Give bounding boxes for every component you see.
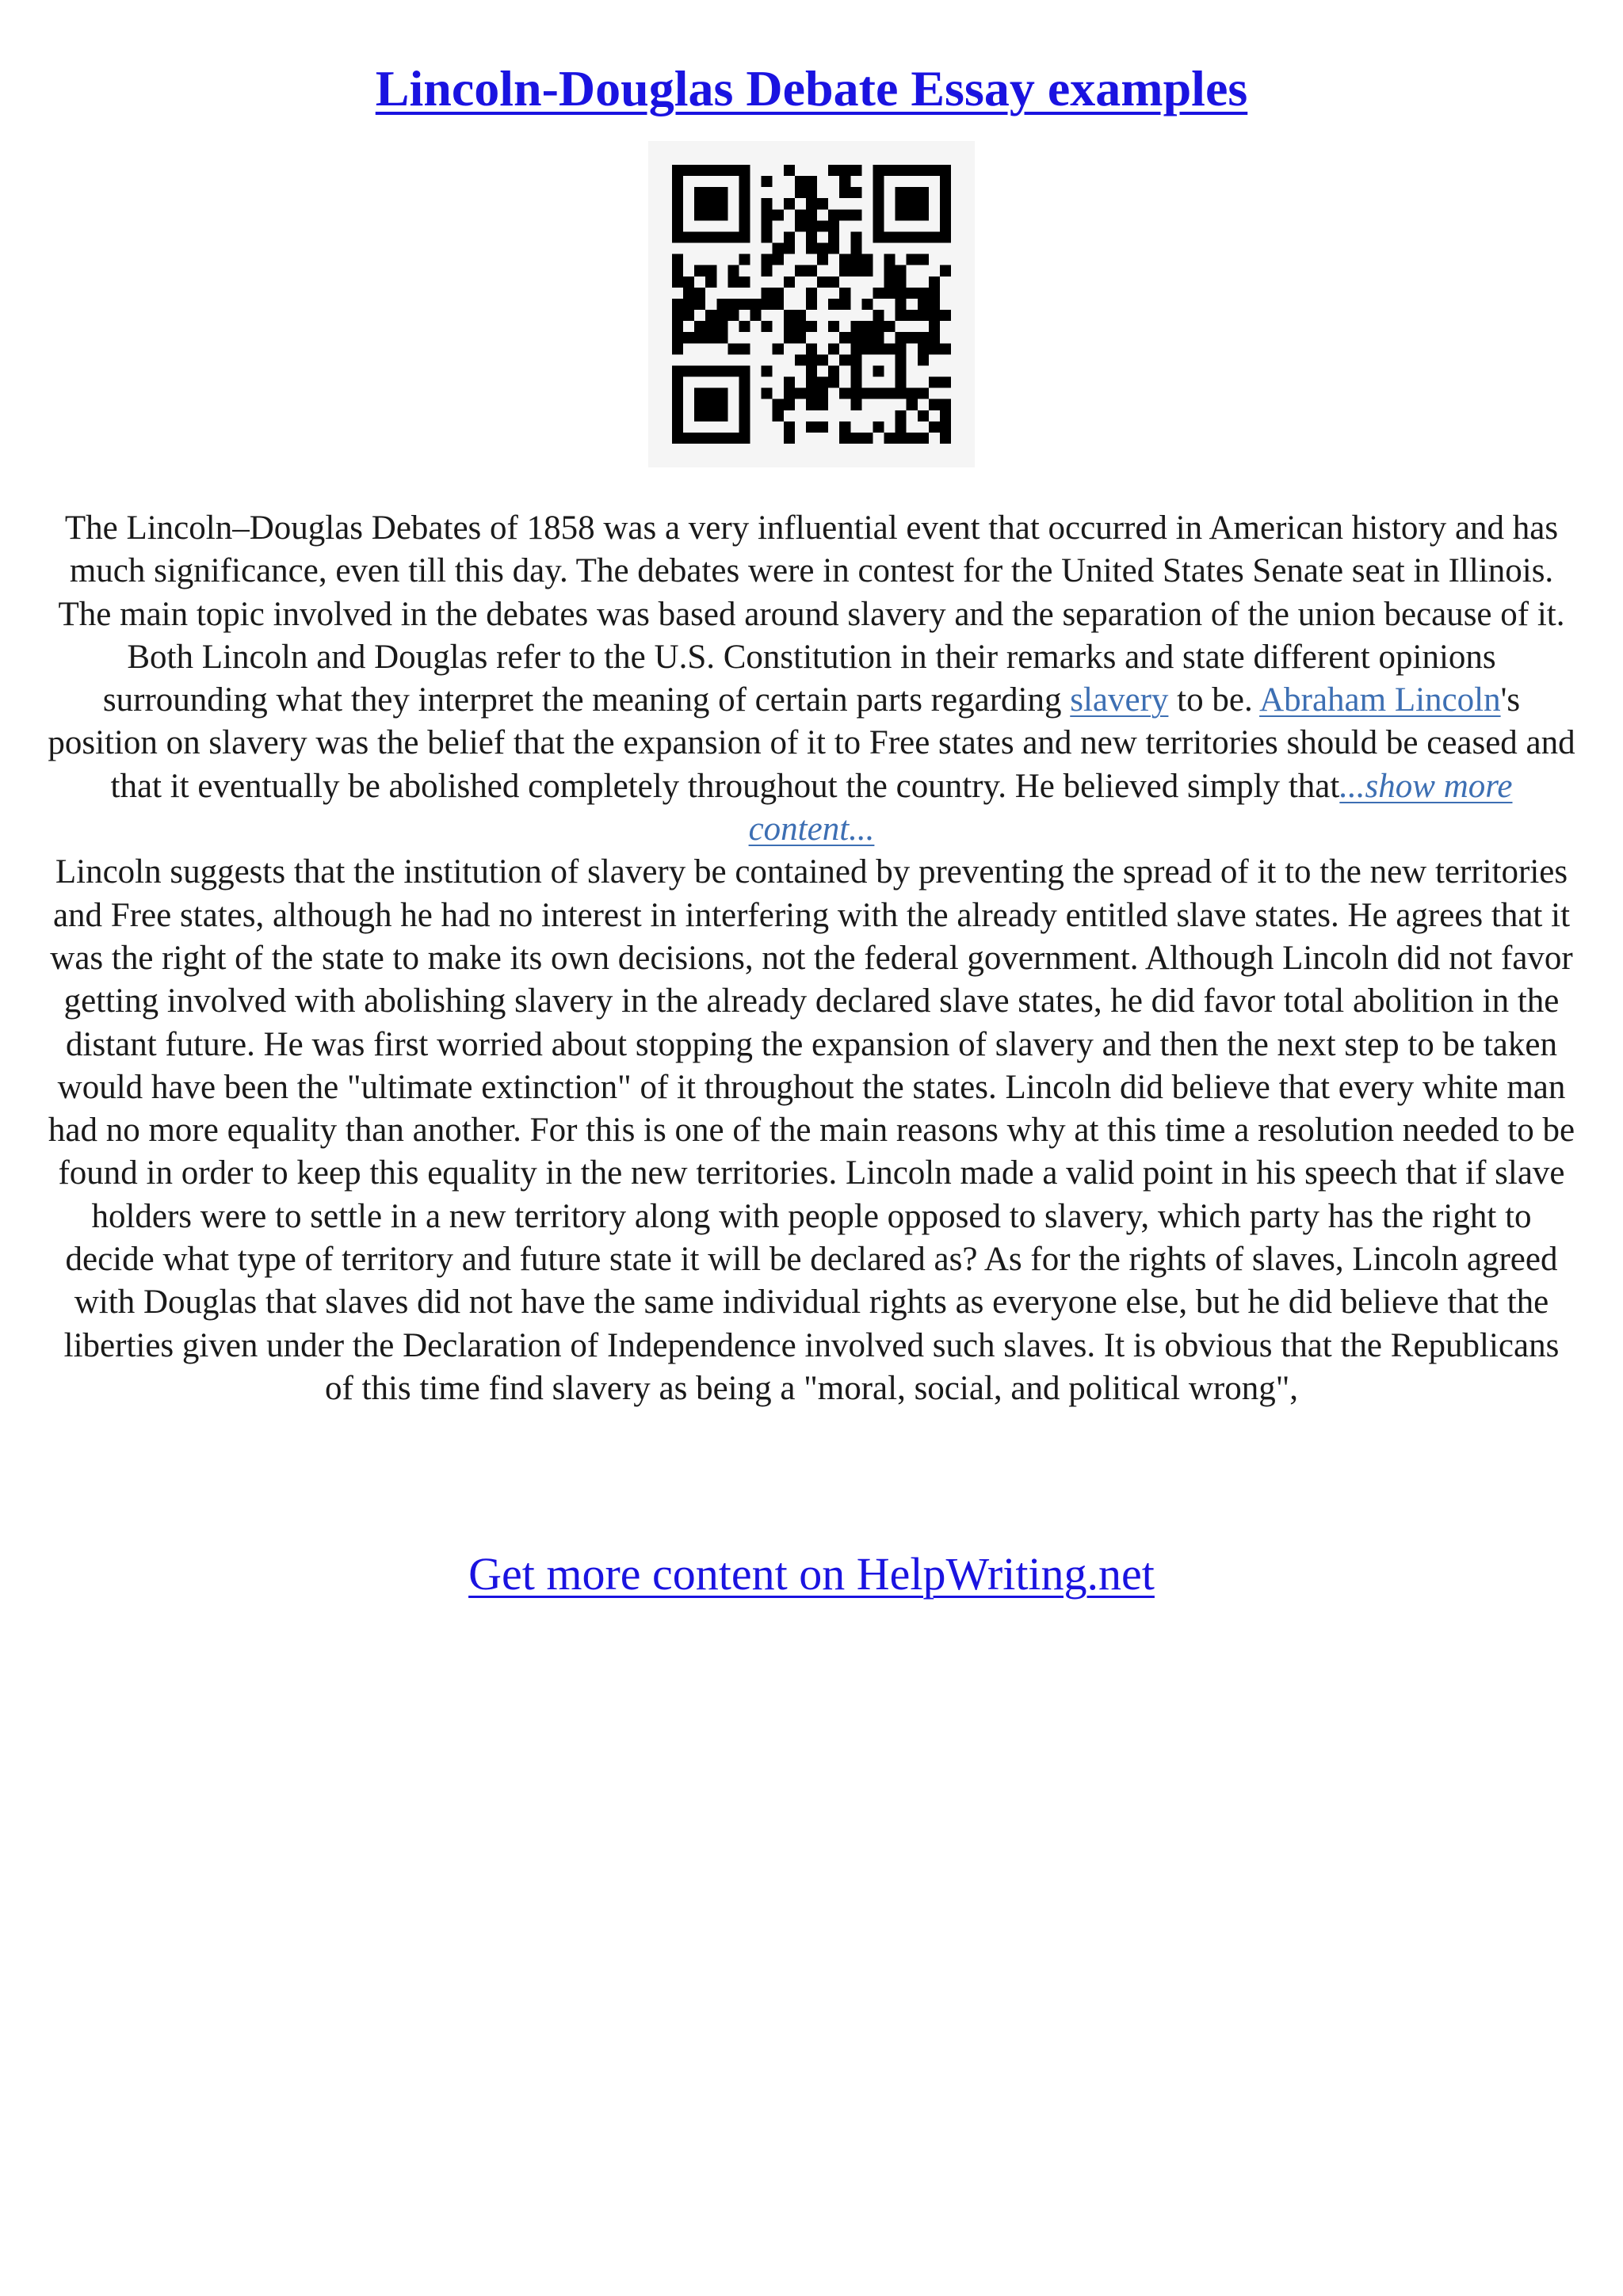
show-more-link[interactable]: ...show more content... — [748, 767, 1513, 849]
essay-body — [48, 507, 1575, 1410]
essay-text: The Lincoln–Douglas Debates of 1858 was a very influential event that occurred in American history and has much significance, even till this day. The debates were in contest for the United States Senate seat in Illinois. The main topic involved in the debates was based around slavery and the separation of the union because of it. Both Lincoln and Douglas refer to the U.S. Constitution in their remarks and state different opinions surrounding what they interpret the meaning of certain parts regarding — [58, 509, 1565, 719]
slavery-link[interactable]: slavery — [1070, 681, 1169, 719]
essay-paragraph-1 — [48, 507, 1575, 851]
helpwriting-link[interactable]: Get more content on HelpWriting.net — [468, 1548, 1155, 1600]
title-link[interactable]: Lincoln-Douglas Debate Essay examples — [375, 60, 1248, 116]
footer-cta — [0, 1545, 1623, 1604]
page-title — [0, 55, 1623, 122]
essay-paragraph-2: Lincoln suggests that the institution of slavery be contained by preventing the spread of it to the new territories and Free states, although he had no interest in interfering with the already entitled slave states. He agrees that it was the right of the state to make its own decisions, not the federal government. Although Lincoln did not favor getting involved with abolishing slavery in the already declared slave states, he did favor total abolition in the distant future. He was first worried about stopping the expansion of slavery and then the next step to be taken would have been the "ultimate extinction" of it throughout the states. Lincoln did believe that every white man had no more equality than another. For this is one of the main reasons why at this time a resolution needed to be found in order to keep this equality in the new territories. Lincoln made a valid point in his speech that if slave holders were to settle in a new territory along with people opposed to slavery, which party has the right to decide what type of territory and future state it will be declared as? As for the rights of slaves, Lincoln agreed with Douglas that slaves did not have the same individual rights as everyone else, but he did believe that the liberties given under the Declaration of Independence involved such slaves. It is obvious that the Republicans of this time find slavery as being a "moral, social, and political wrong", — [48, 853, 1575, 1407]
essay-text: 's position on slavery was the belief that the expansion of it to Free states and new territories should be ceased and that it eventually be abolished completely throughout the country. He believed simply that — [48, 681, 1575, 805]
essay-text: to be. — [1168, 681, 1260, 719]
qr-code — [648, 141, 975, 467]
abraham-lincoln-link[interactable]: Abraham Lincoln — [1259, 681, 1501, 719]
qr-code-icon — [672, 165, 951, 444]
